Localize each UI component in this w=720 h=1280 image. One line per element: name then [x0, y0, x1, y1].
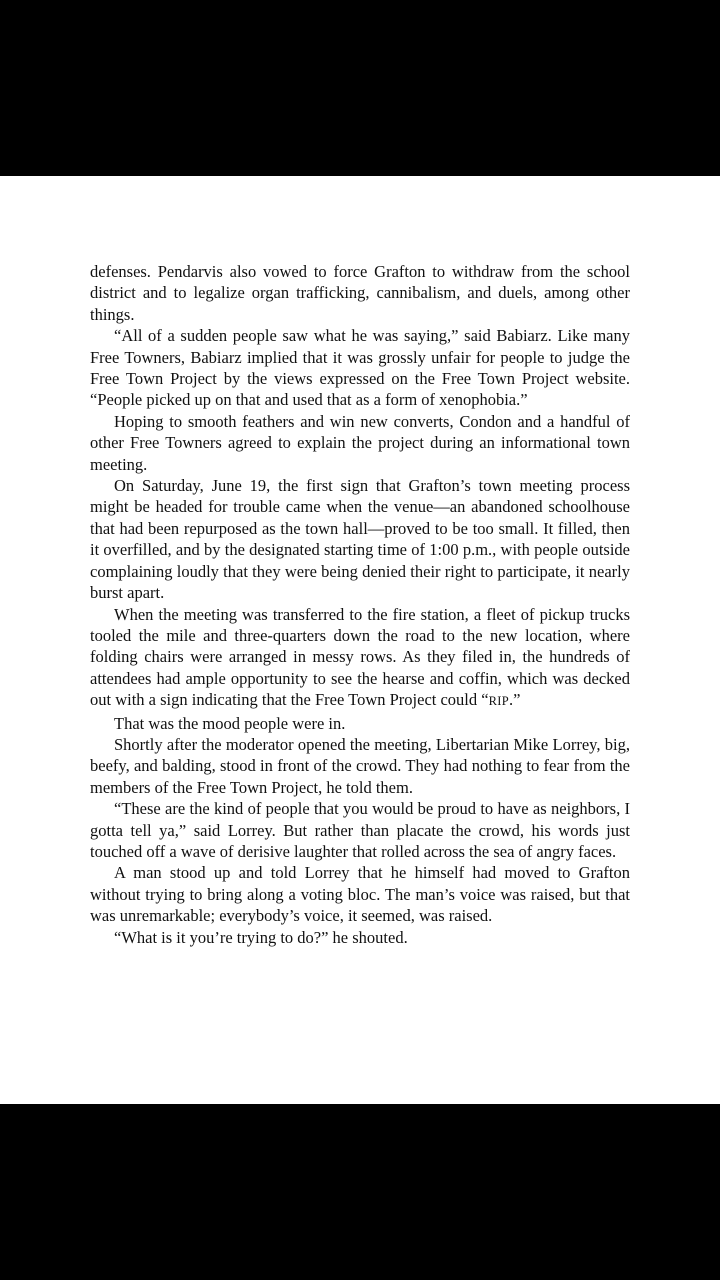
paragraph: “These are the kind of people that you would be proud to have as neighbors, I gotta tell ya,” said Lorrey. But rather than placate the crowd, his words just touched off a wave of derisive laughter that rolled across the sea of angry faces. — [90, 799, 630, 861]
paragraph — [90, 604, 630, 713]
paragraph: “What is it you’re trying to do?” he shouted. — [114, 927, 408, 947]
paragraph: A man stood up and told Lorrey that he himself had moved to Grafton without trying to bring along a voting bloc. The man’s voice was raised, but that was unremarkable; everybody’s voice, it seemed, was raised. — [90, 863, 630, 926]
paragraph-text: When the meeting was transferred to the fire station, a fleet of pickup trucks tooled the mile and three-quarters down the road to the new location, where folding chairs were arranged in messy rows. As they filed in, the hundreds of attendees had ample opportunity to see the hearse and coffin, which was decked out with a sign indicating that the Free Town Project could — [90, 604, 630, 710]
paragraph: That was the mood people were in. — [114, 713, 346, 733]
body-text — [90, 261, 630, 948]
paragraph: Shortly after the moderator opened the meeting, Libertarian Mike Lorrey, big, beefy, and balding, stood in front of the crowd. They had nothing to fear from the members of the Free Town Project, he told them. — [90, 734, 630, 797]
close-quote: .” — [508, 690, 521, 710]
paragraph: “All of a sudden people saw what he was saying,” said Babiarz. Like many Free Towners, Babiarz implied that it was grossly unfair for people to judge the Free Town Project by the views expressed on the Free Town Project website. “People picked up on that and used that as a form of xenophobia.” — [90, 326, 630, 410]
open-quote: “ — [477, 690, 489, 710]
paragraph: Hoping to smooth feathers and win new converts, Condon and a handful of other Free Towners agreed to explain the project during an informational town meeting. — [90, 411, 630, 474]
paragraph: defenses. Pendarvis also vowed to force Grafton to withdraw from the school district and to legalize organ trafficking, cannibalism, and duels, among other things. — [90, 262, 630, 324]
paragraph: On Saturday, June 19, the first sign that Grafton’s town meeting process might be headed for trouble came when the venue—an abandoned schoolhouse that had been repurposed as the town hall—proved to be too small. It filled, then it overfilled, and by the designated starting time of 1:00 p.m., with people outside complaining loudly that they were being denied their right to participate, it nearly burst apart. — [90, 476, 630, 603]
book-page — [0, 176, 720, 1104]
rip-smallcaps: RIP — [488, 694, 509, 709]
